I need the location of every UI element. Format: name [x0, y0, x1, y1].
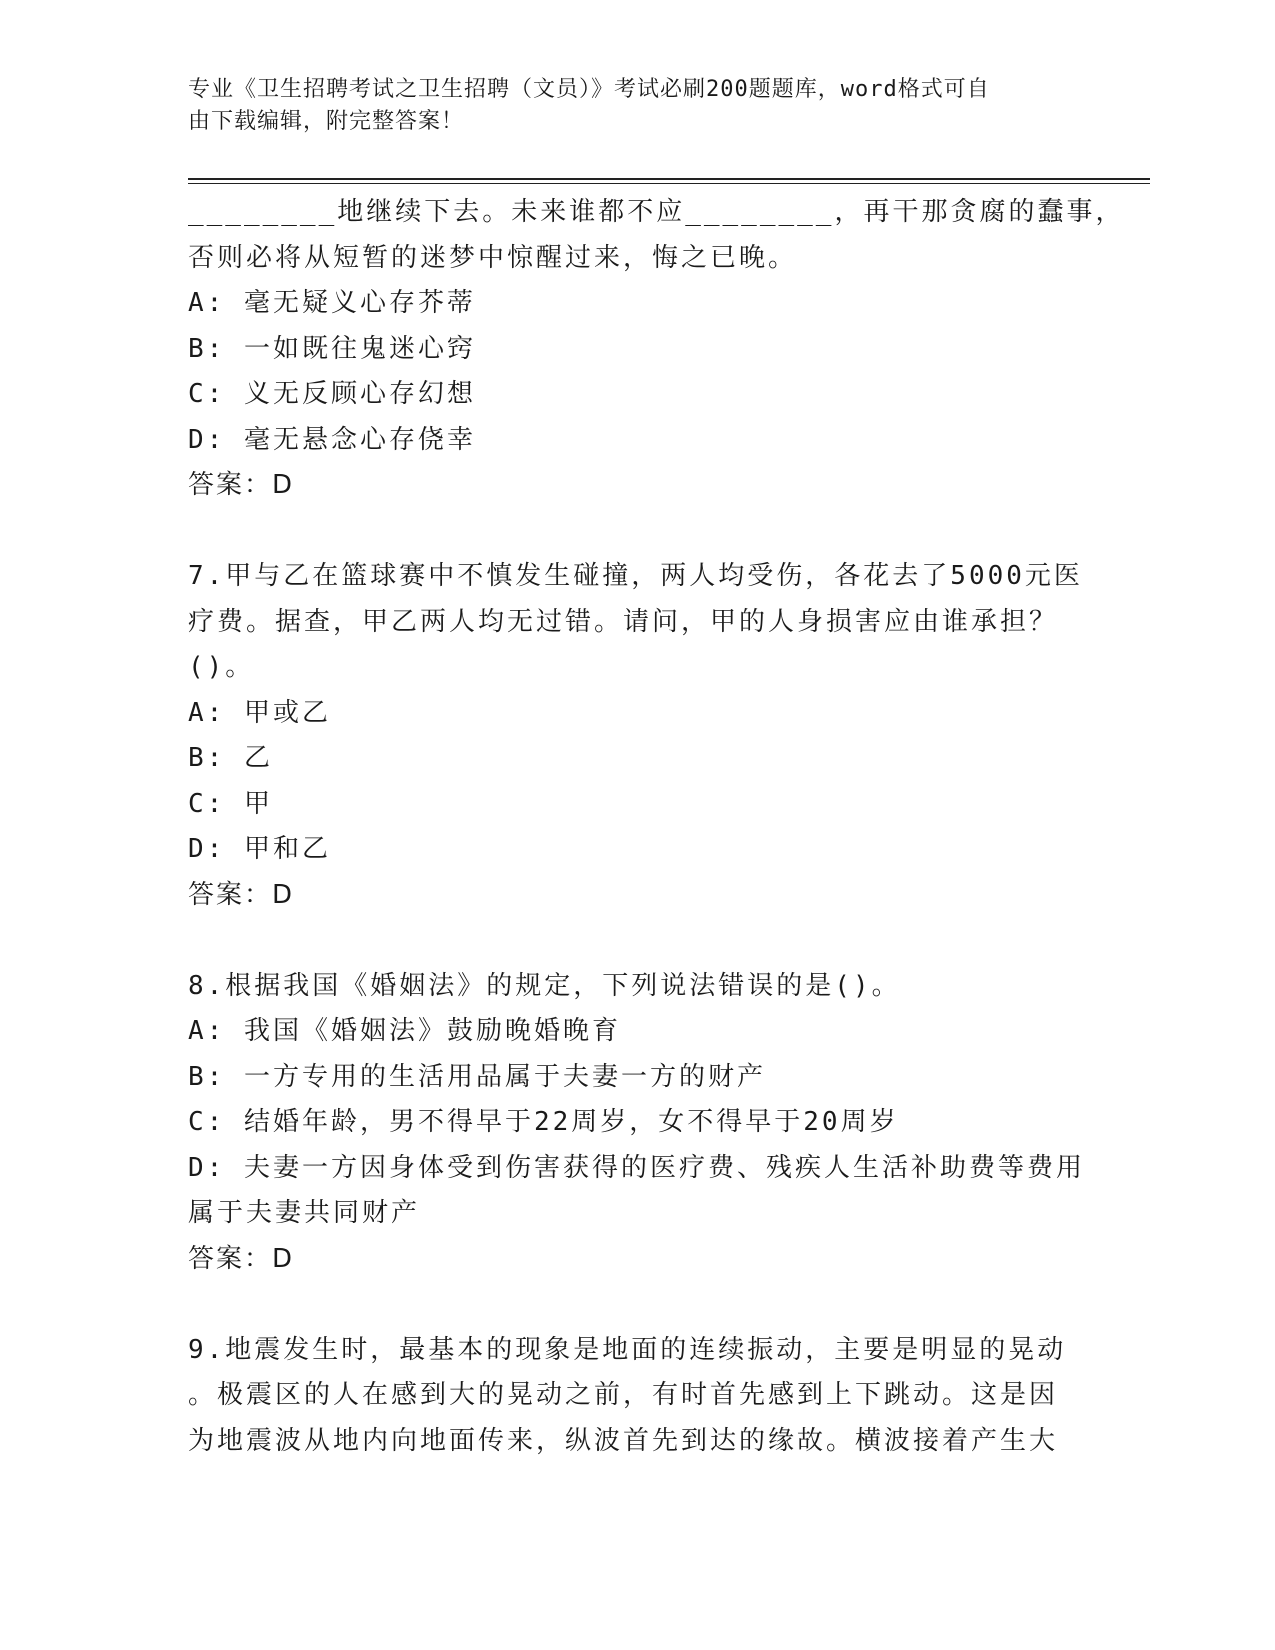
header-line-2: 由下载编辑，附完整答案！	[188, 109, 465, 134]
option-b: B: 一方专用的生活用品属于夫妻一方的财产	[188, 1061, 766, 1092]
question-8	[188, 964, 1088, 1283]
spacer	[188, 509, 1088, 555]
spacer	[188, 918, 1088, 964]
question-stem: ________地继续下去。未来谁都不应________，再干那贪腐的蠢事，	[188, 197, 1125, 227]
header-divider-thick	[188, 178, 1150, 180]
question-list	[188, 190, 1125, 1464]
answer: 答案：D	[188, 470, 295, 500]
question-9	[188, 1328, 1088, 1465]
option-a: A: 我国《婚姻法》鼓励晚婚晚育	[188, 1016, 621, 1046]
option-d-continued: 属于夫妻共同财产	[188, 1198, 421, 1228]
question-stem: ()。	[188, 652, 255, 682]
document-header	[188, 74, 1068, 138]
option-d: D: 甲和乙	[188, 834, 331, 864]
option-d: D: 毫无悬念心存侥幸	[188, 424, 476, 455]
option-a: A: 甲或乙	[188, 697, 331, 728]
spacer	[188, 1282, 1088, 1328]
option-a: A: 毫无疑义心存芥蒂	[188, 288, 476, 318]
question-stem: 否则必将从短暂的迷梦中惊醒过来，悔之已晚。	[188, 242, 798, 273]
question-stem: 。极震区的人在感到大的晃动之前，有时首先感到上下跳动。这是因	[188, 1380, 1059, 1410]
option-c: C: 义无反顾心存幻想	[188, 379, 476, 409]
question-stem: 9.地震发生时，最基本的现象是地面的连续振动，主要是明显的晃动	[188, 1334, 1067, 1365]
option-c: C: 甲	[188, 788, 273, 819]
question-7	[188, 554, 1088, 918]
header-divider-thin	[188, 183, 1150, 184]
question-6	[188, 190, 1125, 509]
option-c: C: 结婚年龄，男不得早于22周岁，女不得早于20周岁	[188, 1107, 899, 1137]
answer: 答案：D	[188, 879, 295, 910]
question-stem: 8.根据我国《婚姻法》的规定，下列说法错误的是()。	[188, 970, 901, 1001]
question-stem: 7.甲与乙在篮球赛中不慎发生碰撞，两人均受伤，各花去了5000元医	[188, 561, 1083, 591]
header-line-1: 专业《卫生招聘考试之卫生招聘（文员）》考试必刷200题题库，word格式可自	[188, 77, 990, 102]
answer: 答案：D	[188, 1243, 295, 1274]
option-b: B: 乙	[188, 743, 273, 773]
option-b: B: 一如既往鬼迷心窍	[188, 333, 476, 364]
option-d: D: 夫妻一方因身体受到伤害获得的医疗费、残疾人生活补助费等费用	[188, 1152, 1085, 1183]
question-stem: 为地震波从地内向地面传来，纵波首先到达的缘故。横波接着产生大	[188, 1425, 1059, 1456]
question-stem: 疗费。据查，甲乙两人均无过错。请问，甲的人身损害应由谁承担？	[188, 606, 1059, 637]
